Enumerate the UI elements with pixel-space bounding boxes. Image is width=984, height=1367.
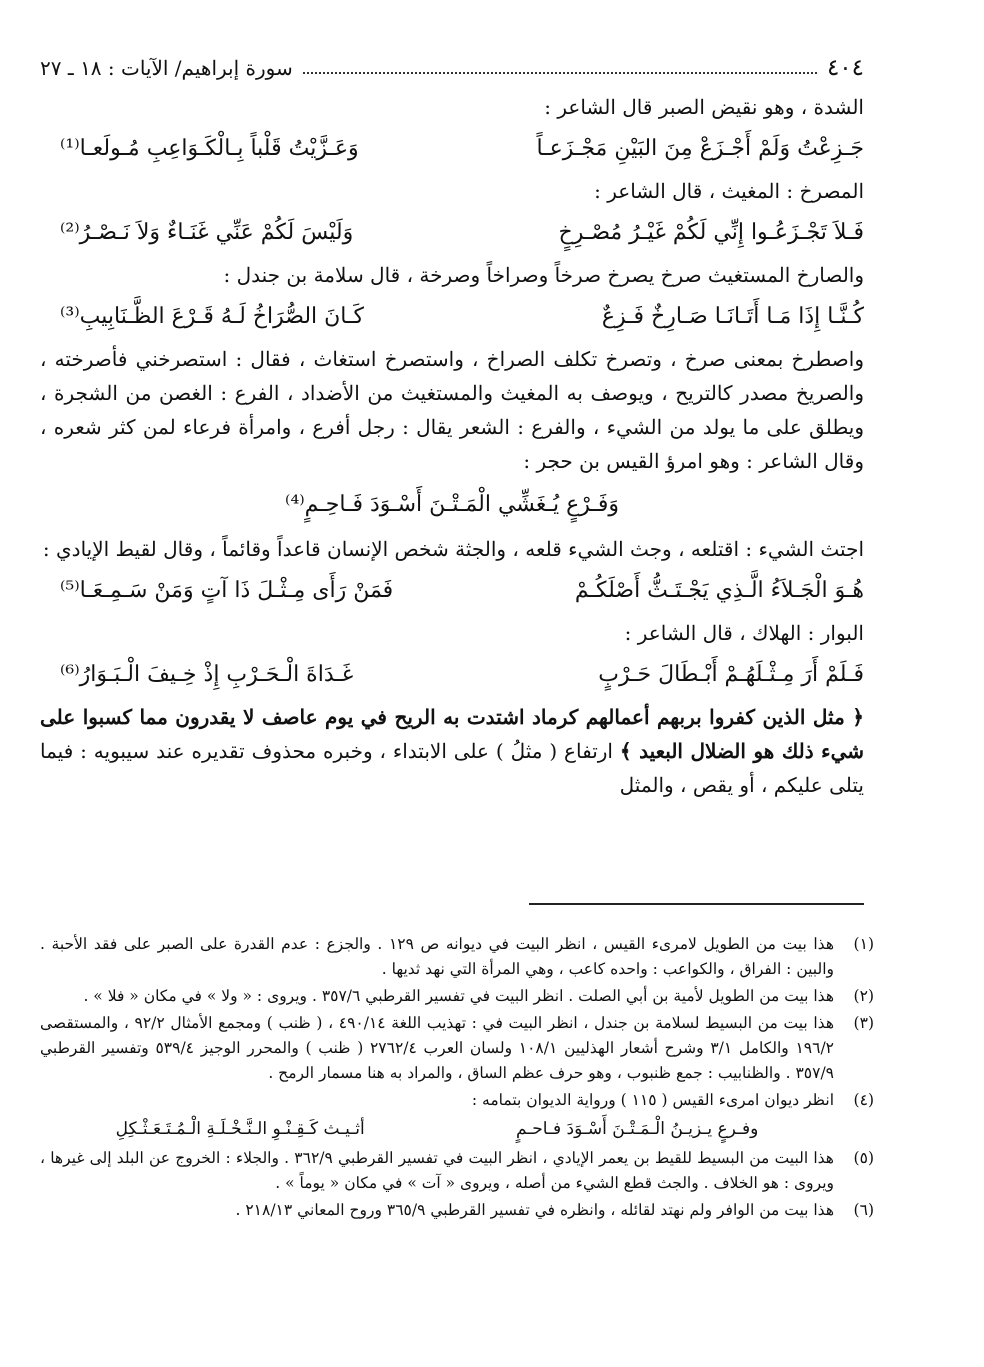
footnote-text: هذا البيت من البسيط للقيط بن يعمر الإيادي ، انظر البيت في تفسير القرطبي ٣٦٢/٩ . والجلاء : الخروج عن البلد إلى غيرها ، ويروى : هو الخلاف . والجث قطع الشيء من أصله ، ويروى « آت » في مكان « يوماً » . xyxy=(40,1149,834,1192)
verse-second-hemistich: غَـدَاةَ الْـحَـرْبِ إِذْ خِـيفَ الْـبَـوَارُ⁽⁶⁾ xyxy=(60,662,354,687)
footnote-text: هذا بيت من الوافر ولم نهتد لقائله ، وانظره في تفسير القرطبي ٣٦٥/٩ وروح المعاني ٢١٨/١٣ . xyxy=(235,1201,834,1219)
footnote-separator xyxy=(529,903,864,905)
footnotes xyxy=(40,930,874,1225)
footnote-text: انظر ديوان امرىء القيس ( ١١٥ ) ورواية الديوان بتمامه : xyxy=(471,1091,834,1109)
footnote xyxy=(40,1146,874,1196)
footnote-number: (٢) xyxy=(853,987,874,1005)
paragraph: المصرخ : المغيث ، قال الشاعر : xyxy=(594,179,864,203)
paragraph: اجتث الشيء : اقتلعه ، وجث الشيء قلعه ، والجثة شخص الإنسان قاعداً وقائماً ، وقال لقيط الإيادي : xyxy=(42,537,864,561)
footnote-number: (٥) xyxy=(853,1149,874,1167)
footnote xyxy=(40,984,874,1009)
verse-second-hemistich: وَلَيْسَ لَكُمْ عَنِّي غَنَـاءٌ وَلاَ نَـصْـرُ⁽²⁾ xyxy=(60,220,354,245)
footnote-poem-verse xyxy=(40,1117,874,1142)
verse-first-hemistich: وفـرعٍ يـزيـنُ الْـمَـتْـنَ أَسْـوَدَ فـاحـمٍ xyxy=(516,1119,759,1139)
footnote-number: (٣) xyxy=(853,1014,874,1032)
verse-first-hemistich: فَـلَمْ أَرَ مِـثْـلَهُـمْ أَبْـطَالَ حَـرْبٍ xyxy=(598,662,864,687)
footnote-text: هذا بيت من الطويل لأمية بن أبي الصلت . انظر البيت في تفسير القرطبي ٣٥٧/٦ . ويروى : « ولا » في مكان « فلا » . xyxy=(83,987,834,1005)
footnote-number: (٦) xyxy=(853,1201,874,1219)
verse-second-hemistich: أثـيـث كَـقِـنْـوِ الـنَّـخْـلَـةِ الْـمُـتَـعَـثْـكِلِ xyxy=(115,1119,365,1139)
paragraph: البوار : الهلاك ، قال الشاعر : xyxy=(624,621,864,645)
poem-verse xyxy=(40,300,864,334)
header-dotted-leader xyxy=(303,62,817,74)
poem-verse xyxy=(40,658,864,692)
main-text xyxy=(40,90,864,802)
page-header xyxy=(40,48,864,88)
poem-verse xyxy=(40,132,864,166)
footnote xyxy=(40,932,874,982)
verse-first-hemistich: هُـوَ الْجَـلاَءُ الَّـذِي يَجْـتَـثُّ أَصْلَكُـمْ xyxy=(574,578,864,603)
footnote xyxy=(40,1011,874,1086)
footnote xyxy=(40,1198,874,1223)
poem-verse-single: وَفَـرْعٍ يُـغَشِّي الْمَـتْـنَ أَسْـوَدَ فَـاحِـمٍ⁽⁴⁾ xyxy=(285,492,619,517)
quran-verse-paragraph xyxy=(40,700,864,802)
paragraph: والصارخ المستغيث صرخ يصرخ صرخاً وصراخاً وصرخة ، قال سلامة بن جندل : xyxy=(223,263,864,287)
footnote-number: (٤) xyxy=(853,1091,874,1109)
paragraph: واصطرخ بمعنى صرخ ، وتصرخ تكلف الصراخ ، واستصرخ استغاث ، فقال : استصرخني فأصرخته ، والصريخ مصدر كالتريح ، ويوصف به المغيث والمستغيث من الأضداد ، الفرع : الغصن من الشجرة ، ويطلق على ما يولد من الشيء ، والفرع : الشعر يقال : رجل أفرع ، وامرأة فرعاء لمن كثر شعره ، وقال الشاعر : وهو امرؤ القيس بن حجر : xyxy=(40,347,864,473)
verse-second-hemistich: فَمَنْ رَأَى مِـثْـلَ ذَا آتٍ وَمَنْ سَـمِـعَـا⁽⁵⁾ xyxy=(60,578,394,603)
footnote-number: (١) xyxy=(853,935,874,953)
verse-first-hemistich: فَـلاَ تَجْـزَعُـوا إِنِّي لَكُمْ غَيْـرُ مُصْـرِخٍ xyxy=(558,220,864,245)
page-number: ٤٠٤ xyxy=(826,55,864,81)
verse-second-hemistich: وَعَـزَّيْتُ قَلْباً بِـالْكَـوَاعِبِ مُـولَعـا⁽¹⁾ xyxy=(60,136,359,161)
paragraph: الشدة ، وهو نقيض الصبر قال الشاعر : xyxy=(544,95,864,119)
running-head: سورة إبراهيم/ الآيات : ١٨ ـ ٢٧ xyxy=(40,56,293,80)
verse-second-hemistich: كَـانَ الصُّرَاخُ لَـهُ قَـرْعَ الظَّـنَابِيبِ⁽³⁾ xyxy=(60,304,364,329)
footnote-text: هذا بيت من البسيط لسلامة بن جندل ، انظر البيت في : تهذيب اللغة ٤٩٠/١٤ ، ( ظنب ) ومجمع الأمثال ٩٢/٢ ، والمستقصى ١٩٦/٢ والكامل ٣/١ وشرح أشعار الهذليين ١٠٨/١ ولسان العرب ٢٧٦٢/٤ ( ظنب ) والمحرر الوجيز ٥٣٩/٤ وتفسير القرطبي ٣٥٧/٩ . والظنابيب : جمع ظنبوب ، وهو حرف عظم الساق ، والمراد به هنا مسمار الرمح . xyxy=(40,1014,835,1082)
poem-verse xyxy=(40,574,864,608)
verse-first-hemistich: كُـنَّـا إِذَا مَـا أَتَـانَـا صَـارِخٌ فَـزِعٌ xyxy=(601,304,864,329)
footnote xyxy=(40,1088,874,1113)
verse-first-hemistich: جَـزِعْتُ وَلَمْ أَجْـزَعْ مِنَ البَيْنِ مَجْـزَعـاً xyxy=(536,136,864,161)
quran-verse-text: ﴿ مثل الذين كفروا بربهم أعمالهم كرماد اشتدت به الريح في يوم عاصف لا يقدرون مما كسبوا على شيء ذلك هو الضلال البعيد ﴾ xyxy=(40,705,865,763)
poem-verse xyxy=(40,216,864,250)
commentary-text: ارتفاع ( مثلُ ) على الابتداء ، وخبره محذوف تقديره عند سيبويه : فيما يتلى عليكم ، أو يقص ، والمثل xyxy=(40,739,864,797)
footnote-text: هذا بيت من الطويل لامرىء القيس ، انظر البيت في ديوانه ص ١٢٩ . والجزع : عدم القدرة على الصبر على فقد الأحبة . والبين : الفراق ، والكواعب : واحده كاعب ، وهي المرأة التي نهد ثديها . xyxy=(40,935,834,978)
